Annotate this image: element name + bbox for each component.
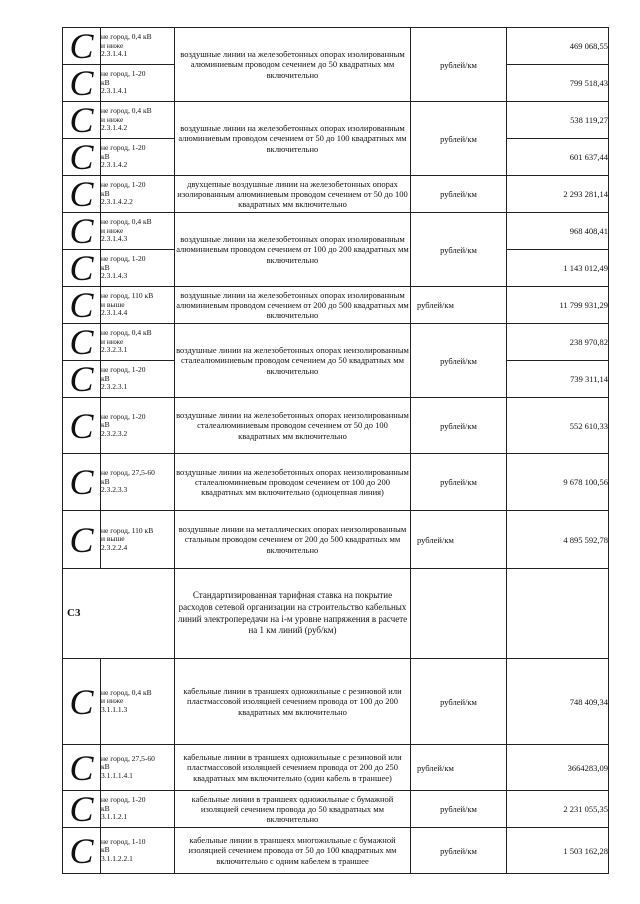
condition-code: 2.3.2.3.2: [101, 428, 128, 438]
condition-line: не город, 1-20: [101, 143, 146, 153]
description-cell: воздушные линии на железобетонных опорах изолированным алюминиевым проводом сечением от 200 до 500 квадратных мм включительно: [175, 287, 411, 324]
unit-cell: [411, 569, 507, 659]
condition-code: 3.1.1.1.3: [101, 704, 128, 714]
condition-line: не город, 1-20: [101, 411, 146, 421]
condition-line: не город, 0,4 кВ: [101, 328, 152, 338]
rate-symbol: C: [63, 28, 101, 65]
unit-cell: рублей/км: [411, 213, 507, 287]
value-cell: 748 409,34: [507, 659, 609, 745]
value-cell: 11 799 931,29: [507, 287, 609, 324]
condition-code: 2.3.1.4.2.2: [101, 197, 133, 207]
rate-symbol: C: [63, 745, 101, 791]
table-row: [63, 791, 609, 828]
condition-line: не город, 27,5-60: [101, 753, 155, 763]
description-cell: воздушные линии на железобетонных опорах изолированным алюминиевым проводом сечением до 50 квадратных мм включительно: [175, 28, 411, 102]
condition-code: 2.3.1.4.2: [101, 160, 128, 170]
description-cell: кабельные линии в траншеях одножильные с резиновой или пластмассовой изоляцией сечением провода от 100 до 200 квадратных мм включительно: [175, 659, 411, 745]
unit-cell: рублей/км: [411, 102, 507, 176]
condition-line: и выше: [101, 299, 125, 309]
condition-cell: [101, 511, 175, 569]
rate-symbol: C: [63, 176, 101, 213]
condition-line: не город, 1-20: [101, 365, 146, 375]
table-row: [63, 213, 609, 250]
rate-symbol: C: [63, 324, 101, 361]
description-cell: двухцепные воздушные линии на железобетонных опорах изолированным алюминиевым проводом сечением от 50 до 100 квадратных мм включительно: [175, 176, 411, 213]
condition-line: и ниже: [101, 114, 124, 124]
condition-cell: [101, 324, 175, 361]
condition-cell: [101, 398, 175, 454]
table-row: [63, 828, 609, 874]
condition-line: и ниже: [101, 696, 124, 706]
table-row: [63, 102, 609, 139]
rate-symbol: C: [63, 828, 101, 874]
unit-cell: рублей/км: [411, 287, 507, 324]
rate-symbol: C: [63, 659, 101, 745]
condition-cell: [101, 454, 175, 511]
description-cell: воздушные линии на железобетонных опорах неизолированным сталеалюминиевым проводом сечением до 50 квадратных мм включительно: [175, 324, 411, 398]
unit-cell: рублей/км: [411, 791, 507, 828]
value-cell: 2 293 281,14: [507, 176, 609, 213]
condition-cell: [101, 213, 175, 250]
rate-symbol: C: [63, 102, 101, 139]
condition-code: 2.3.1.4.2: [101, 123, 128, 133]
condition-line: кВ: [101, 803, 110, 813]
condition-code: 2.3.1.4.3: [101, 234, 128, 244]
section-row: [63, 569, 609, 659]
condition-line: и выше: [101, 534, 125, 544]
condition-line: и ниже: [101, 336, 124, 346]
value-cell: 1 503 162,28: [507, 828, 609, 874]
rate-symbol: C: [63, 287, 101, 324]
condition-line: не город, 0,4 кВ: [101, 32, 152, 42]
description-cell: кабельные линии в траншеях многожильные с бумажной изоляцией сечением провода от 50 до 100 квадратных мм включительно с одним кабелем в траншее: [175, 828, 411, 874]
value-cell: 1 143 012,49: [507, 250, 609, 287]
condition-code: 2.3.1.4.4: [101, 308, 128, 318]
condition-code: 3.1.1.1.4.1: [101, 770, 133, 780]
value-cell: 3664283,09: [507, 745, 609, 791]
condition-line: не город, 0,4 кВ: [101, 217, 152, 227]
condition-line: и ниже: [101, 40, 124, 50]
table-row: [63, 324, 609, 361]
description-cell: воздушные линии на железобетонных опорах изолированным алюминиевым проводом сечением от 100 до 200 квадратных мм включительно: [175, 213, 411, 287]
value-cell: 238 970,82: [507, 324, 609, 361]
condition-cell: [101, 28, 175, 65]
unit-cell: рублей/км: [411, 828, 507, 874]
value-cell: 4 895 592,78: [507, 511, 609, 569]
condition-line: не город, 1-20: [101, 254, 146, 264]
value-cell: 601 637,44: [507, 139, 609, 176]
value-cell: 9 678 100,56: [507, 454, 609, 511]
condition-line: и ниже: [101, 225, 124, 235]
description-cell: воздушные линии на металлических опорах неизолированным стальным проводом сечением от 200 до 500 квадратных мм включительно: [175, 511, 411, 569]
condition-cell: [101, 250, 175, 287]
value-cell: 968 408,41: [507, 213, 609, 250]
condition-line: кВ: [101, 373, 110, 383]
condition-line: не город, 1-10: [101, 836, 146, 846]
condition-cell: [101, 745, 175, 791]
rate-symbol: C: [63, 250, 101, 287]
condition-line: не город, 1-20: [101, 180, 146, 190]
value-cell: 2 231 055,35: [507, 791, 609, 828]
description-cell: воздушные линии на железобетонных опорах изолированным алюминиевым проводом сечением от 50 до 100 квадратных мм включительно: [175, 102, 411, 176]
condition-cell: [101, 361, 175, 398]
table-row: [63, 454, 609, 511]
condition-line: не город, 1-20: [101, 795, 146, 805]
value-cell: 552 610,33: [507, 398, 609, 454]
condition-code: 2.3.2.3.1: [101, 345, 128, 355]
condition-line: кВ: [101, 420, 110, 430]
condition-cell: [101, 102, 175, 139]
condition-cell: [101, 791, 175, 828]
condition-code: 2.3.1.4.1: [101, 86, 128, 96]
condition-cell: [101, 176, 175, 213]
condition-code: 3.1.1.2.2.1: [101, 853, 133, 863]
value-cell: 538 119,27: [507, 102, 609, 139]
condition-cell: [101, 287, 175, 324]
table-row: [63, 659, 609, 745]
section-description: Стандартизированная тарифная ставка на покрытие расходов сетевой организации на строительство кабельных линий электропередачи на i-м уровне напряжения в расчете на 1 км линий (руб/км): [175, 569, 411, 659]
unit-cell: рублей/км: [411, 324, 507, 398]
rate-symbol: C: [63, 791, 101, 828]
unit-cell: рублей/км: [411, 659, 507, 745]
condition-line: кВ: [101, 262, 110, 272]
condition-cell: [101, 828, 175, 874]
unit-cell: рублей/км: [411, 745, 507, 791]
description-cell: воздушные линии на железобетонных опорах неизолированным сталеалюминиевым проводом сечением от 50 до 100 квадратных мм включительно: [175, 398, 411, 454]
condition-line: кВ: [101, 77, 110, 87]
description-cell: воздушные линии на железобетонных опорах неизолированным сталеалюминиевым проводом сечением от 100 до 200 квадратных мм включительно (одноцепная линия): [175, 454, 411, 511]
condition-line: не город, 0,4 кВ: [101, 106, 152, 116]
rate-symbol: C: [63, 361, 101, 398]
condition-cell: [101, 659, 175, 745]
condition-code: 2.3.2.2.4: [101, 542, 128, 552]
rate-symbol: C: [63, 139, 101, 176]
description-cell: кабельные линии в траншеях одножильные с бумажной изоляцией сечением провода до 50 квадратных мм включительно: [175, 791, 411, 828]
condition-line: не город, 0,4 кВ: [101, 687, 152, 697]
condition-code: 3.1.1.2.1: [101, 812, 128, 822]
rate-symbol: C: [63, 454, 101, 511]
value-cell: 469 068,55: [507, 28, 609, 65]
description-cell: кабельные линии в траншеях одножильные с резиновой или пластмассовой изоляцией сечением провода от 200 до 250 квадратных мм включительно (один кабель в траншее): [175, 745, 411, 791]
condition-cell: [101, 65, 175, 102]
unit-cell: рублей/км: [411, 511, 507, 569]
condition-line: кВ: [101, 151, 110, 161]
unit-cell: рублей/км: [411, 398, 507, 454]
value-cell: [507, 569, 609, 659]
table-row: [63, 287, 609, 324]
tariff-table: [62, 27, 609, 874]
condition-line: не город, 110 кВ: [101, 525, 154, 535]
condition-code: 2.3.2.3.3: [101, 485, 128, 495]
table-row: [63, 511, 609, 569]
condition-line: кВ: [101, 188, 110, 198]
condition-code: 2.3.1.4.1: [101, 49, 128, 59]
condition-line: не город, 1-20: [101, 69, 146, 79]
unit-cell: рублей/км: [411, 28, 507, 102]
condition-code: 2.3.2.3.1: [101, 382, 128, 392]
condition-line: не город, 110 кВ: [101, 291, 154, 301]
unit-cell: рублей/км: [411, 176, 507, 213]
condition-code: 2.3.1.4.3: [101, 271, 128, 281]
condition-cell: [101, 139, 175, 176]
rate-symbol: C: [63, 213, 101, 250]
table-row: [63, 745, 609, 791]
rate-symbol: C: [63, 65, 101, 102]
condition-line: кВ: [101, 762, 110, 772]
unit-cell: рублей/км: [411, 454, 507, 511]
condition-line: кВ: [101, 845, 110, 855]
value-cell: 799 518,43: [507, 65, 609, 102]
table-row: [63, 176, 609, 213]
section-code: C3: [63, 569, 175, 659]
condition-line: не город, 27,5-60: [101, 468, 155, 478]
rate-symbol: C: [63, 511, 101, 569]
table-row: [63, 398, 609, 454]
rate-symbol: C: [63, 398, 101, 454]
condition-line: кВ: [101, 476, 110, 486]
table-row: [63, 28, 609, 65]
value-cell: 739 311,14: [507, 361, 609, 398]
